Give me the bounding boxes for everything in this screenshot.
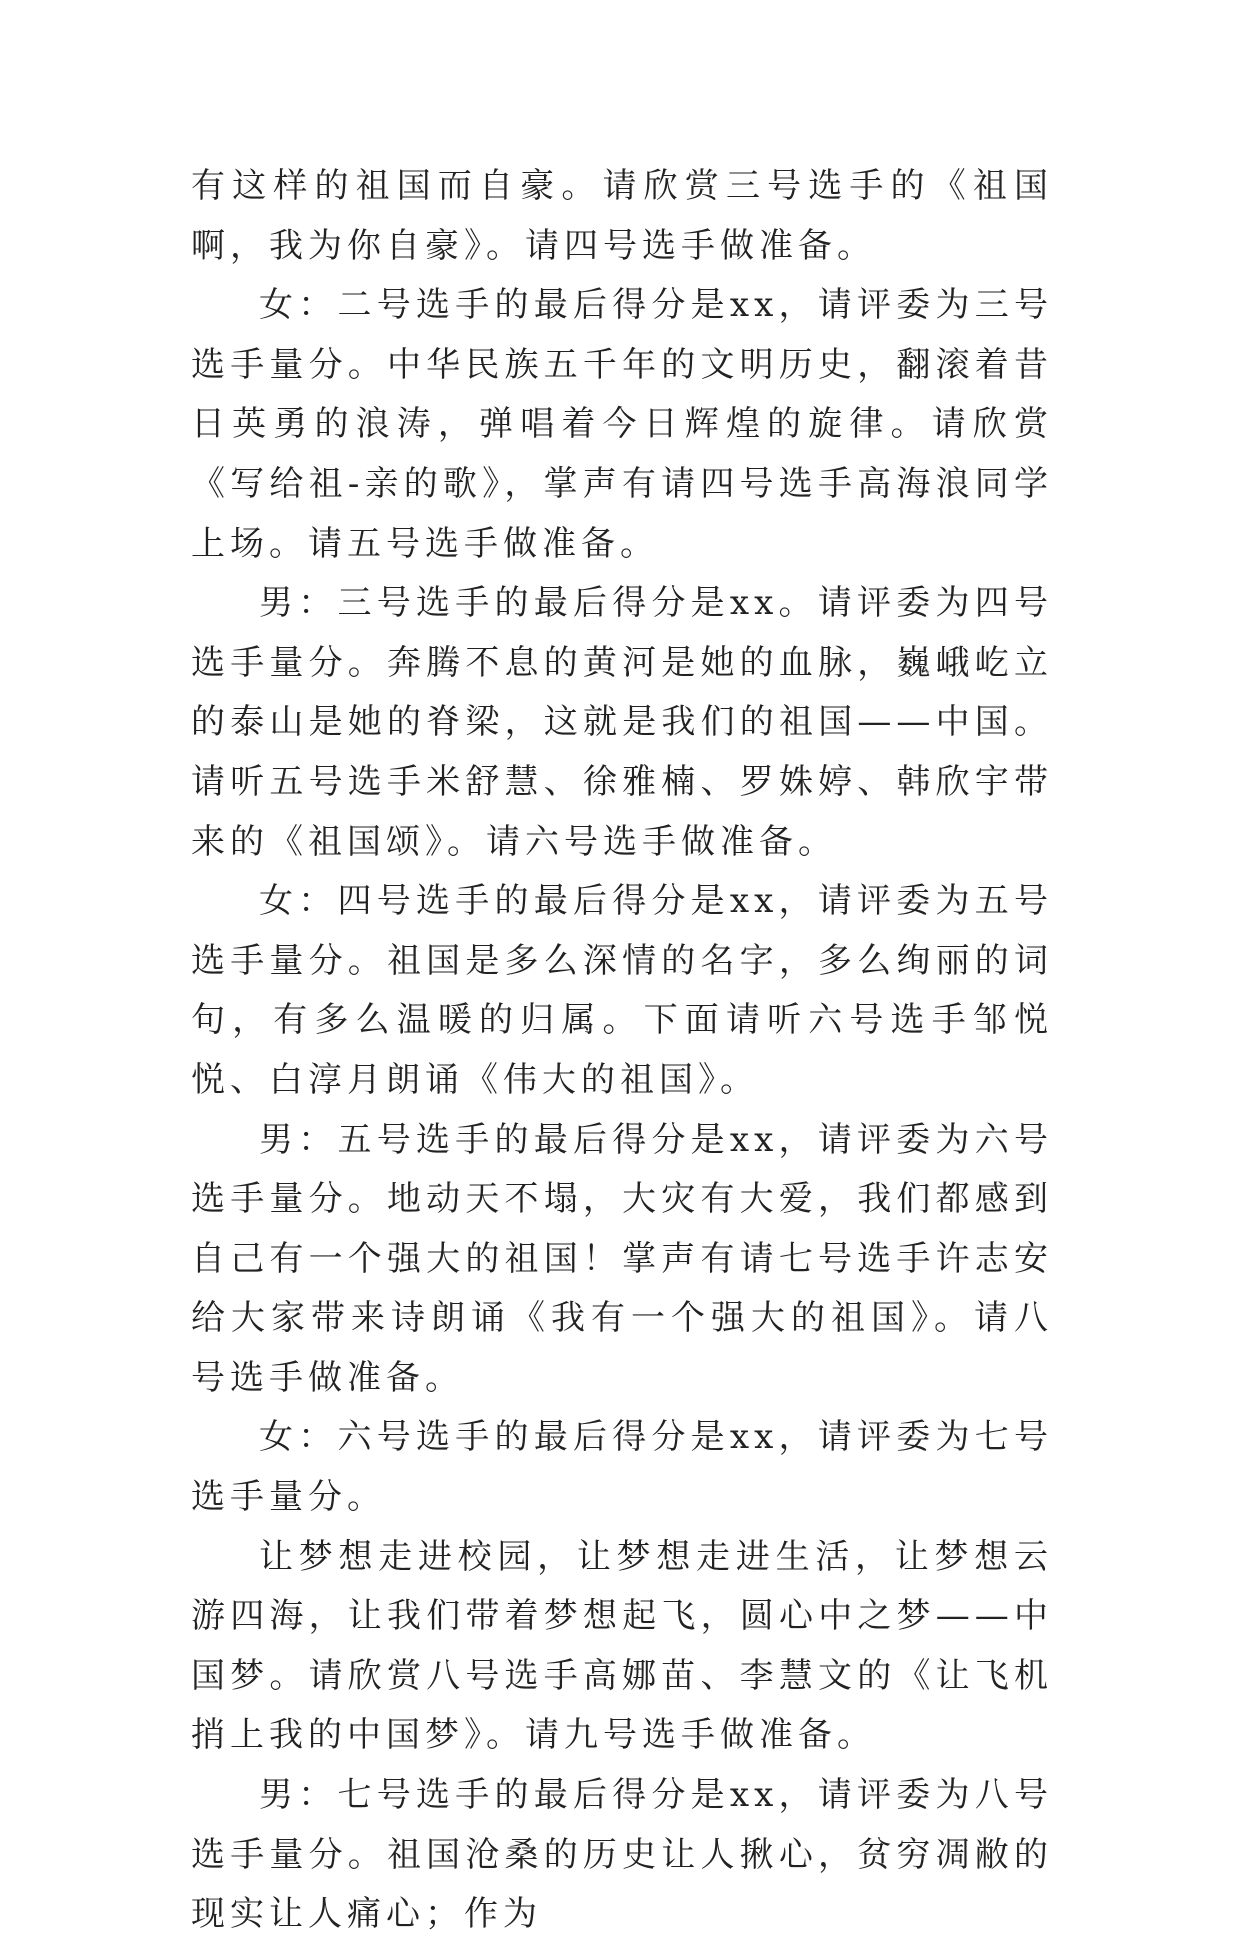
document-body — [191, 157, 1053, 1945]
paragraph-host-male-round-8: 男：七号选手的最后得分是xx，请评委为八号选手量分。祖国沧桑的历史让人揪心，贫穷凋敝的现实让人痛心；作为 — [191, 1775, 1053, 1935]
paragraph-host-female-round-3: 女：二号选手的最后得分是xx，请评委为三号选手量分。中华民族五千年的文明历史，翻滚着昔日英勇的浪涛，弹唱着今日辉煌的旋律。请欣赏《写给祖-亲的歌》，掌声有请四号选手高海浪同学上场。请五号选手做准备。 — [191, 285, 1053, 564]
paragraph-host-female-round-7: 女：六号选手的最后得分是xx，请评委为七号选手量分。 — [191, 1417, 1053, 1518]
paragraph-host-male-round-6: 男：五号选手的最后得分是xx，请评委为六号选手量分。地动天不塌，大灾有大爱，我们都感到自己有一个强大的祖国！掌声有请七号选手许志安给大家带来诗朗诵《我有一个强大的祖国》。请八号选手做准备。 — [191, 1119, 1053, 1398]
paragraph-continuation: 有这样的祖国而自豪。请欣赏三号选手的《祖国啊，我为你自豪》。请四号选手做准备。 — [191, 166, 1053, 266]
paragraph-chinese-dream: 让梦想走进校园，让梦想走进生活，让梦想云游四海，让我们带着梦想起飞，圆心中之梦——中国梦。请欣赏八号选手高娜苗、李慧文的《让飞机捎上我的中国梦》。请九号选手做准备。 — [191, 1536, 1053, 1756]
paragraph-host-male-round-4: 男：三号选手的最后得分是xx。请评委为四号选手量分。奔腾不息的黄河是她的血脉，巍峨屹立的泰山是她的脊梁，这就是我们的祖国——中国。请听五号选手米舒慧、徐雅楠、罗姝婷、韩欣宇带来的《祖国颂》。请六号选手做准备。 — [191, 583, 1053, 862]
paragraph-host-female-round-5: 女：四号选手的最后得分是xx，请评委为五号选手量分。祖国是多么深情的名字，多么绚丽的词句，有多么温暖的归属。下面请听六号选手邹悦悦、白淳月朗诵《伟大的祖国》。 — [191, 881, 1053, 1100]
